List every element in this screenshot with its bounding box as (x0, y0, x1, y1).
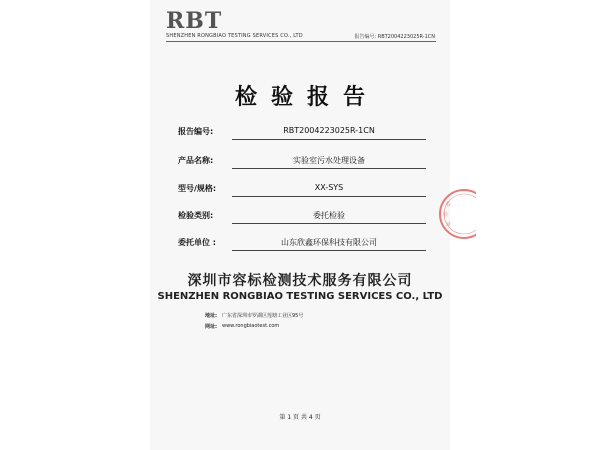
field-value-client: 山东欣鑫环保科技有限公司 (281, 238, 377, 247)
company-logo: RBT (166, 8, 223, 34)
svg-text:验: 验 (443, 212, 449, 218)
report-title: 检验报告 (234, 85, 379, 110)
field-value-inspection-type: 委托检验 (313, 211, 345, 220)
field-underline (232, 139, 426, 140)
field-label-client: 委托单位 : (178, 238, 216, 247)
svg-text:检: 检 (446, 202, 452, 208)
page-indicator: 第 1 页 共 4 页 (279, 414, 321, 421)
field-underline (232, 168, 426, 169)
website-value: www.rongbiaotest.com (222, 323, 280, 329)
field-underline (232, 196, 426, 197)
field-underline (232, 250, 426, 251)
field-label-inspection-type: 检验类别: (178, 211, 214, 220)
header-report-number: 报告编号: RBT2004223025R-1CN (354, 34, 435, 40)
website-label: 网址: (205, 324, 217, 330)
address-label: 地址: (205, 313, 217, 319)
address-value: 广东省深圳市罗湖区莲塘工业区95号 (222, 313, 304, 319)
official-seal-stamp (424, 184, 476, 244)
footer-company-name-cn: 深圳市容标检测技术服务有限公司 (187, 273, 413, 289)
field-value-product-name: 实验室污水处理设备 (293, 156, 365, 165)
report-page (150, 0, 450, 450)
footer-company-name-en: SHENZHEN RONGBIAO TESTING SERVICES CO., LTD (157, 291, 443, 302)
field-underline (232, 223, 426, 224)
field-value-model: XX-SYS (314, 183, 344, 192)
field-value-report-number: RBT2004223025R-1CN (283, 126, 375, 135)
header-company-name: SHENZHEN RONGBIAO TESTING SERVICES CO., LTD (166, 33, 303, 39)
field-label-report-number: 报告编号: (178, 127, 214, 136)
header-divider (166, 41, 436, 42)
svg-text:章: 章 (446, 222, 452, 228)
field-label-product-name: 产品名称: (178, 156, 214, 165)
field-label-model: 型号/规格: (178, 184, 217, 193)
